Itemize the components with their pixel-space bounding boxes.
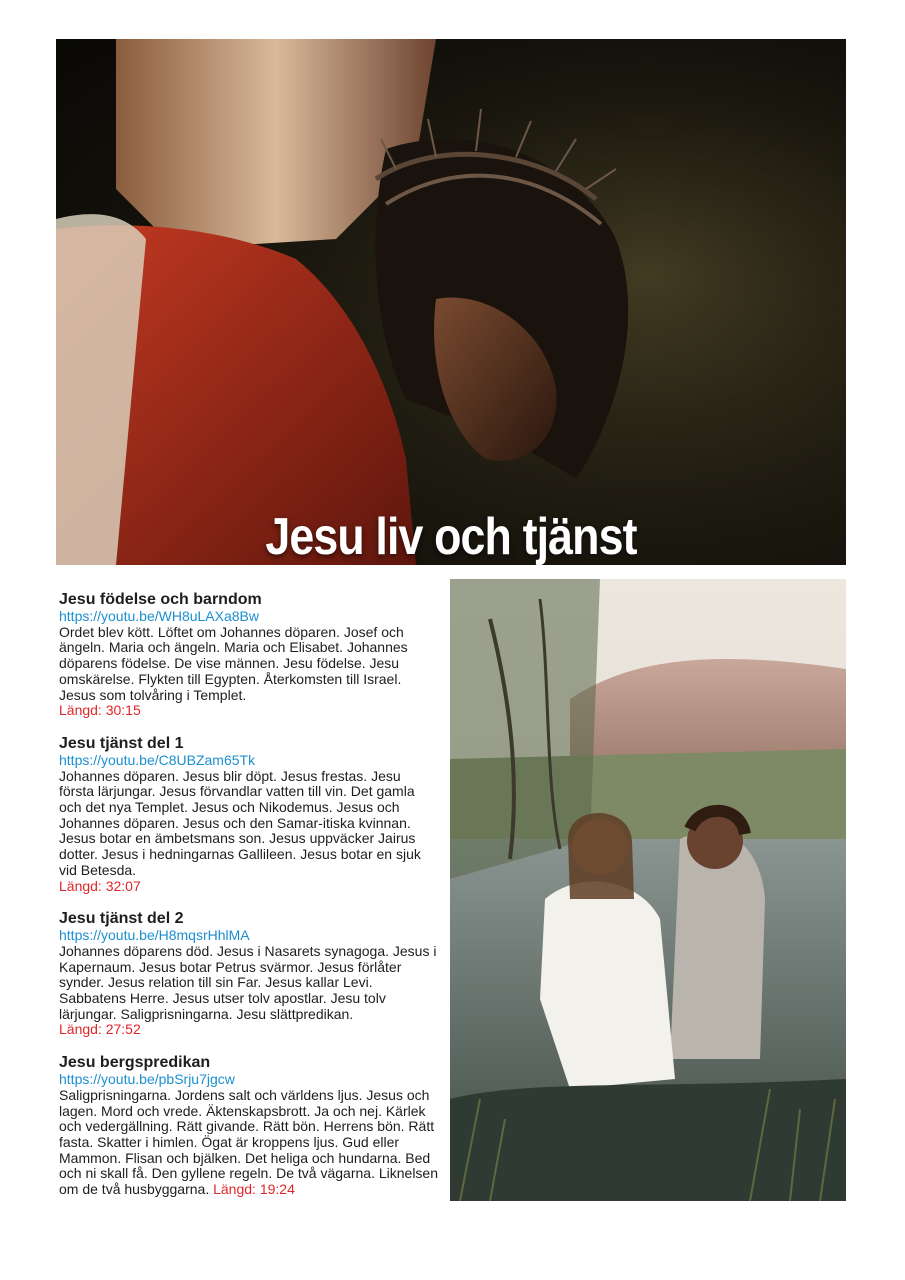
- page-title: Jesu liv och tjänst: [265, 508, 637, 565]
- section-description: Ordet blev kött. Löftet om Johannes döparen. Josef och ängeln. Maria och ängeln. Maria och Elisabet. Johannes döparens födelse. De vise männen. Jesu födelse. Jesu omskärelse. Flykten till Egypten. Återkomsten till Israel. Jesus som tolvåring i Templet.: [59, 623, 408, 703]
- video-section: [59, 734, 439, 894]
- youtube-link[interactable]: https://youtu.be/pbSrju7jgcw: [59, 1071, 235, 1088]
- section-description: Johannes döparens död. Jesus i Nasarets synagoga. Jesus i Kapernaum. Jesus botar Petrus svärmor. Jesus förlåter synder. Jesus relation till sin Far. Jesus kallar Levi. Sabbatens Herre. Jesus utser tolv apostlar. Jesu tolv lärjungar. Saligprisningarna. Jesu slättpredikan.: [59, 942, 437, 1022]
- video-section: [59, 909, 439, 1038]
- section-description: [59, 1088, 439, 1198]
- youtube-link[interactable]: https://youtu.be/H8mqsrHhlMA: [59, 927, 250, 944]
- section-title: Jesu tjänst del 1: [59, 734, 184, 752]
- section-title: Jesu tjänst del 2: [59, 910, 184, 928]
- section-title: Jesu bergspredikan: [59, 1054, 211, 1072]
- video-length: Längd: 27:52: [59, 1021, 141, 1038]
- video-section: [59, 1053, 439, 1198]
- video-length: Längd: 19:24: [213, 1181, 295, 1198]
- video-length: Längd: 32:07: [59, 877, 141, 894]
- baptism-painting: [450, 579, 846, 1201]
- section-description-text: Saligprisningarna. Jordens salt och världens ljus. Jesus och lagen. Mord och vrede. Äktenskapsbrott. Ja och nej. Kärlek och vedergällning. Rätt givande. Rätt bön. Herrens bön. Rätt fasta. Skatter i himlen. Ögat är kroppens ljus. Gud eller Mammon. Flisan och bjälken. Det heliga och hundarna. Bed och ni skall få. Den gyllene regeln. De två vägarna. Liknelsen om de två husbyggarna.: [59, 1086, 438, 1198]
- hero-photo-illustration: [56, 39, 846, 565]
- section-description: Johannes döparen. Jesus blir döpt. Jesus frestas. Jesu första lärjungar. Jesus förvandlar vatten till vin. Det gamla och det nya Templet. Jesus och Nikodemus. Jesus och Johannes döparen. Jesus och den Samar-itiska kvinnan. Jesus botar en ämbetsmans son. Jesus uppväcker Jairus dotter. Jesus i hedningarnas Gallileen. Jesus botar en sjuk vid Betesda.: [59, 767, 421, 878]
- youtube-link[interactable]: https://youtu.be/C8UBZam65Tk: [59, 751, 256, 768]
- video-length: Längd: 30:15: [59, 702, 141, 719]
- hero-image: [56, 39, 846, 565]
- youtube-link[interactable]: https://youtu.be/WH8uLAXa8Bw: [59, 608, 259, 624]
- section-title: Jesu födelse och barndom: [59, 591, 262, 608]
- video-list: [59, 590, 439, 1213]
- baptism-illustration: [450, 579, 846, 1201]
- video-section: [59, 590, 439, 719]
